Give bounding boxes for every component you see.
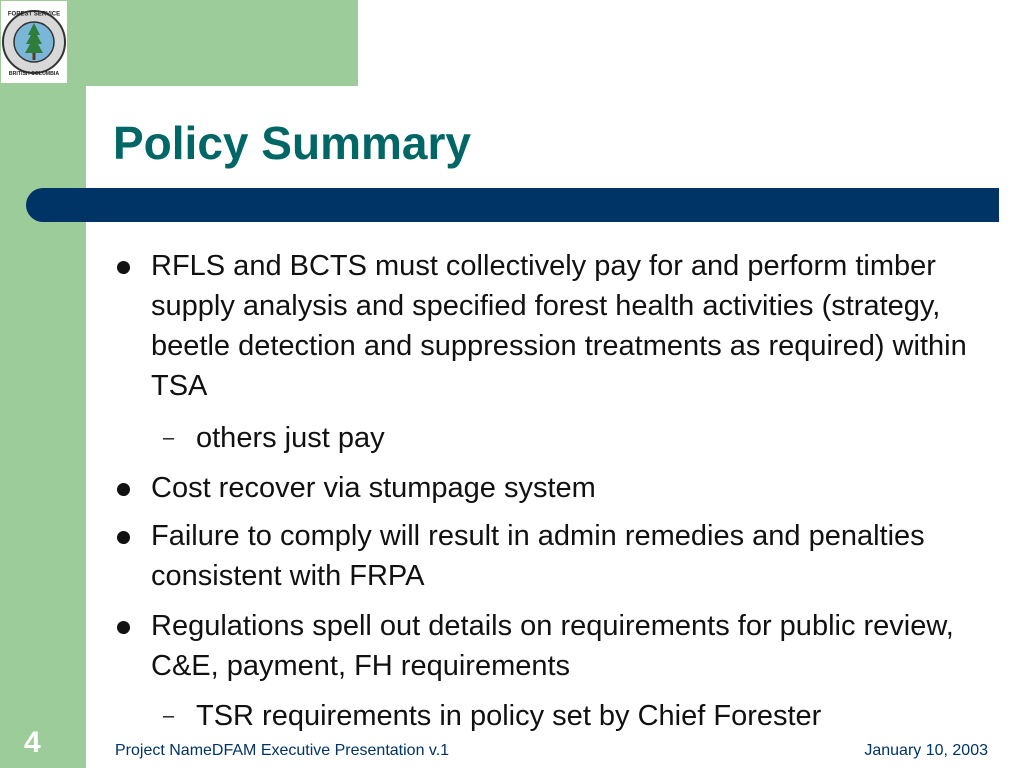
bullet-text: Cost recover via stumpage system bbox=[151, 472, 596, 504]
bullet-text: Failure to comply will result in admin remedies and penalties consistent with FRPA bbox=[151, 520, 925, 592]
bullet-dot-icon bbox=[117, 261, 130, 274]
bullet-text: RFLS and BCTS must collectively pay for and perform timber supply analysis and specified forest health activities (strategy, beetle detection and suppression treatments as required) within TSA bbox=[151, 250, 967, 402]
page-number: 4 bbox=[24, 726, 41, 759]
svg-text:FOREST SERVICE: FOREST SERVICE bbox=[7, 11, 61, 18]
sub-bullet-text: TSR requirements in policy set by Chief Forester bbox=[196, 700, 822, 732]
svg-text:BRITISH COLUMBIA: BRITISH COLUMBIA bbox=[8, 71, 60, 77]
bullet-dot-icon bbox=[117, 483, 130, 496]
sub-bullet-text: others just pay bbox=[196, 422, 385, 454]
bullet-dot-icon bbox=[117, 621, 130, 634]
footer-date: January 10, 2003 bbox=[864, 742, 988, 759]
slide-title: Policy Summary bbox=[113, 117, 471, 169]
title-underline-bar bbox=[26, 188, 999, 222]
bullet-text: Regulations spell out details on requirements for public review, C&E, payment, FH requirements bbox=[151, 610, 954, 682]
dash-marker: – bbox=[163, 427, 175, 449]
dash-marker: – bbox=[163, 705, 175, 727]
bullet-dot-icon bbox=[117, 531, 130, 544]
footer-presentation-name: Project NameDFAM Executive Presentation v.1 bbox=[115, 742, 450, 759]
left-green-strip bbox=[0, 0, 86, 768]
forest-service-logo bbox=[1, 1, 67, 83]
